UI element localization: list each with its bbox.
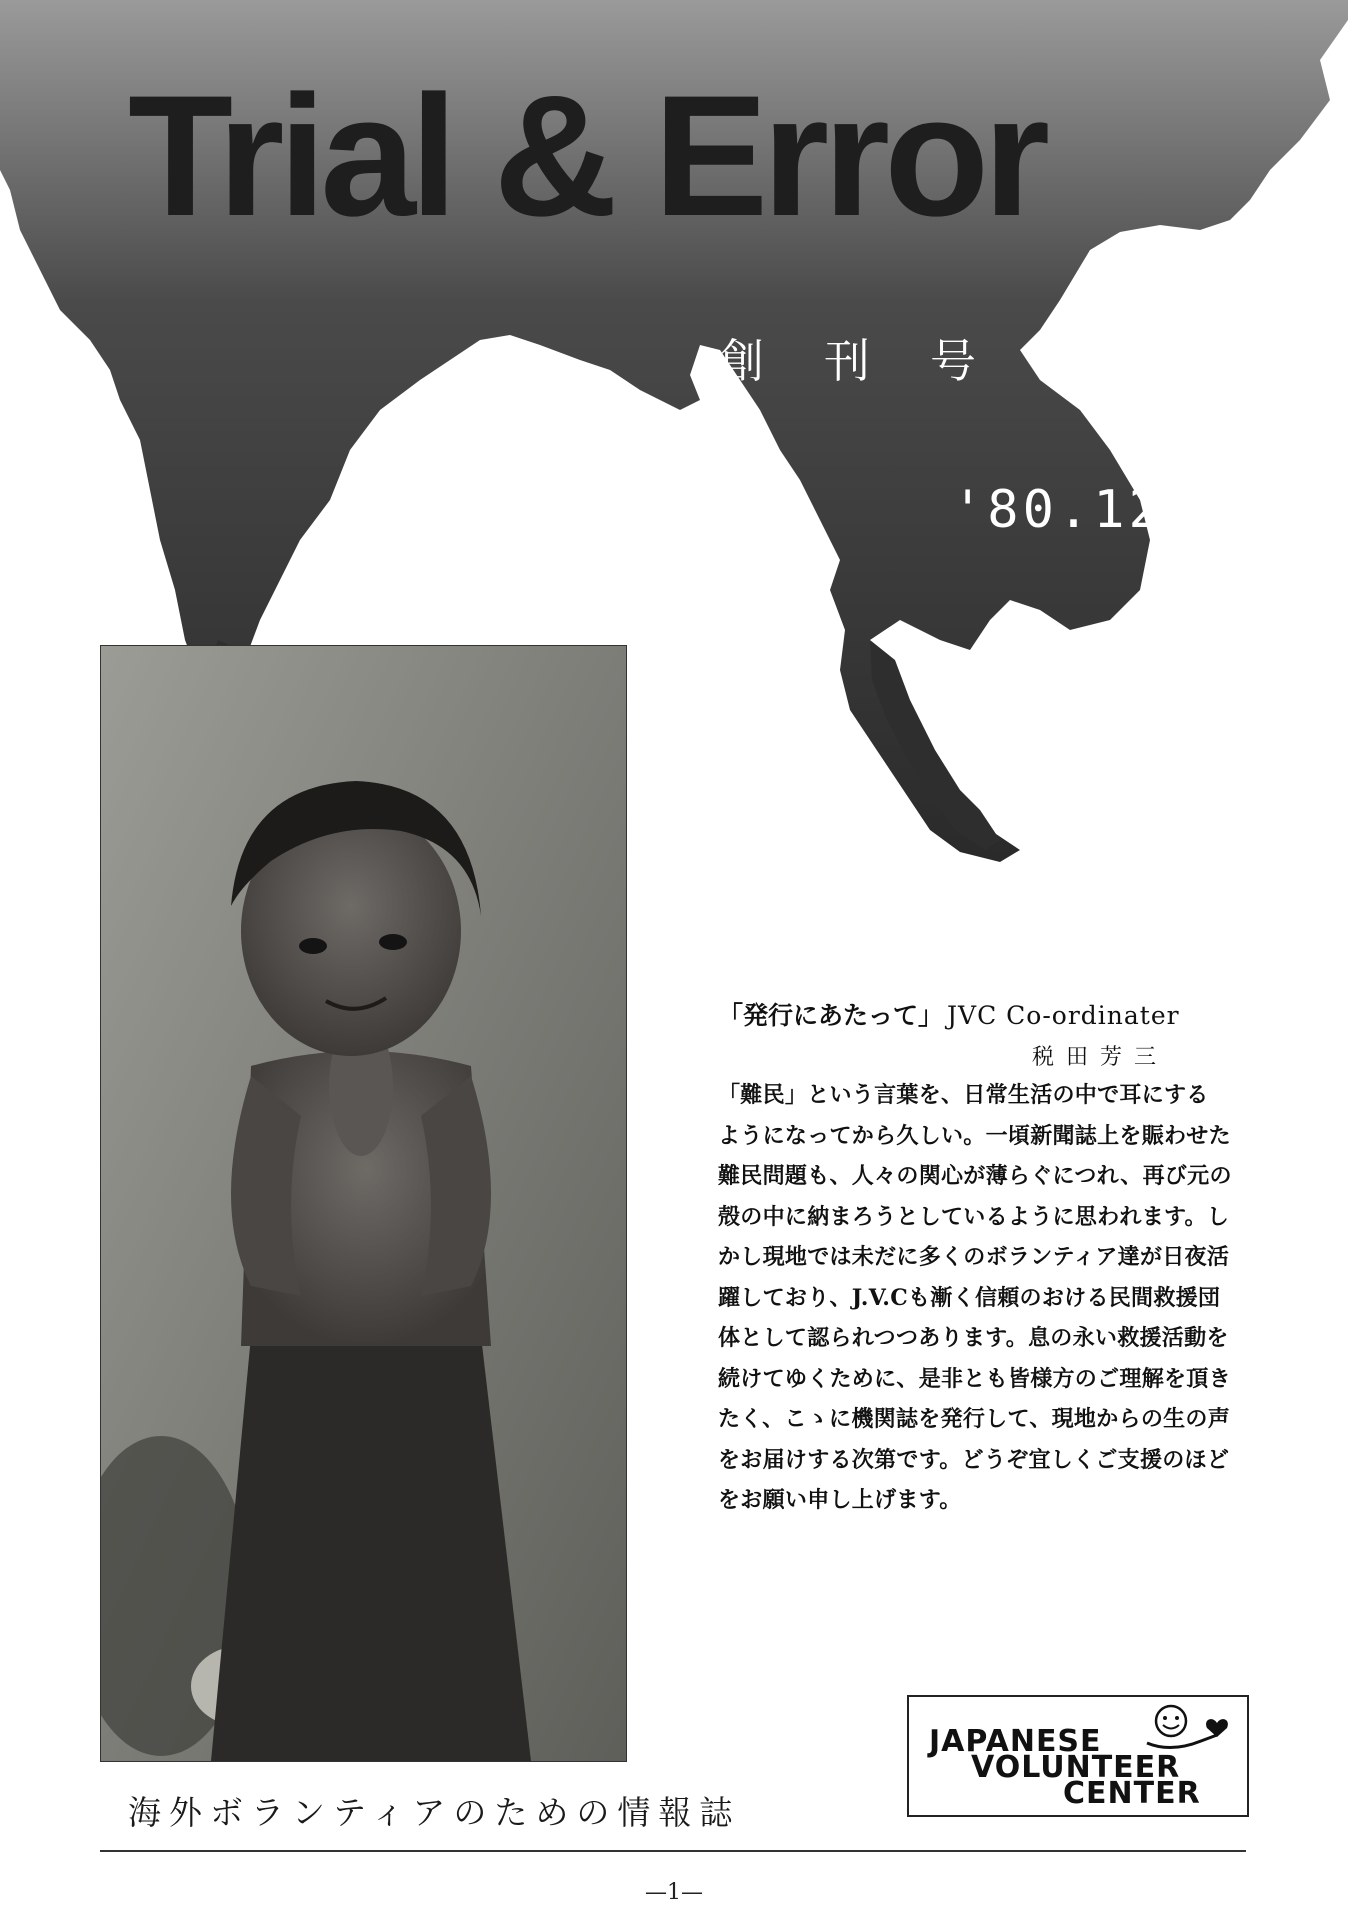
article-line: 体として認られつつあります。息の永い救援活動を bbox=[718, 1325, 1229, 1351]
article-heading-en: JVC Co-ordinater bbox=[947, 1001, 1180, 1030]
article-line: 「難民」という言葉を、日常生活の中で耳にする bbox=[718, 1082, 1209, 1108]
logo-line-2: VOLUNTEER bbox=[971, 1750, 1181, 1785]
issue-label: 創刊号 bbox=[718, 334, 1036, 388]
article-line: をお届けする次第です。どうぞ宜しくご支援のほど bbox=[718, 1446, 1230, 1473]
article-heading bbox=[718, 996, 1238, 1032]
article-body bbox=[718, 1075, 1238, 1521]
article-line: ようになってから久しい。一頃新聞誌上を賑わせた bbox=[718, 1122, 1231, 1149]
logo-line-3: CENTER bbox=[1063, 1776, 1201, 1811]
article-line: 難民問題も、人々の関心が薄らぐにつれ、再び元の bbox=[718, 1163, 1232, 1189]
article-line: 躍しており、J.V.Cも漸く信頼のおける民間救援団 bbox=[718, 1284, 1221, 1311]
child-photo-graphic bbox=[101, 646, 626, 1761]
article-line: 続けてゆくために、是非とも皆様方のご理解を頂き bbox=[718, 1365, 1231, 1392]
editorial-article bbox=[718, 996, 1238, 1521]
magazine-tagline: 海外ボランティアのための情報誌 bbox=[128, 1793, 741, 1832]
article-line: 殻の中に納まろうとしているように思われます。し bbox=[718, 1203, 1230, 1230]
page-number: —1— bbox=[645, 1880, 703, 1905]
smiley-heart-icon bbox=[1141, 1701, 1237, 1755]
issue-date: '80.12.15 bbox=[952, 480, 1270, 540]
logo-line-1: JAPANESE bbox=[929, 1724, 1102, 1759]
footer-rule bbox=[100, 1850, 1246, 1852]
masthead-title: Trial & Error bbox=[128, 60, 1045, 252]
article-line: をお願い申し上げます。 bbox=[718, 1487, 962, 1513]
article-line: たく、こゝに機関誌を発行して、現地からの生の声 bbox=[718, 1406, 1231, 1432]
article-heading-jp: 「発行にあたって」 bbox=[718, 1001, 944, 1030]
article-author: 税田芳三 bbox=[1031, 1045, 1168, 1070]
article-line: かし現地では未だに多くのボランティア達が日夜活 bbox=[718, 1244, 1230, 1270]
child-photo bbox=[100, 645, 627, 1762]
jvc-logo bbox=[907, 1695, 1249, 1817]
